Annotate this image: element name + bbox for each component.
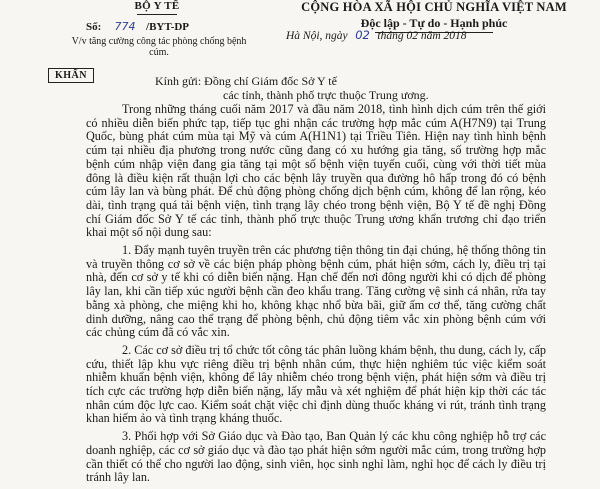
document-number-handwritten: 774 (114, 20, 136, 33)
date-day-handwritten: 02 (355, 28, 370, 42)
issuing-authority-block (72, 0, 242, 15)
recipient-block (155, 74, 429, 102)
nation-title: CỘNG HÒA XÃ HỘI CHỦ NGHĨA VIỆT NAM (301, 0, 567, 14)
divider (137, 14, 177, 15)
body-paragraph: 3. Phối hợp với Sở Giáo dục và Đào tạo, Ban Quản lý các khu công nghiệp hỗ trợ các doanh nghiệp, các cơ sở giáo dục và đào tạo phát hiện sớm người mắc cúm, trong trường hợp cần thiết có thể cho người lao động, sinh viên, học sinh nghỉ làm, nghỉ học để cách ly điều trị tránh lây lan. (86, 429, 546, 485)
document-number-suffix: /BYT-DP (146, 21, 190, 33)
issue-date (286, 28, 467, 42)
date-suffix: tháng 02 năm 2018 (377, 30, 467, 42)
organization-name: BỘ Y TẾ (134, 0, 180, 12)
body-paragraph: 1. Đẩy mạnh tuyên truyền trên các phương tiện thông tin đại chúng, hệ thống thông tin và truyền thông cơ sở về các biện pháp phòng bệnh cúm, phát hiện sớm, cách ly, điều trị tại nhà, đến cơ sở y tế khi có diễn biến nặng. Hạn chế đến nơi đông người khi có dịch để phòng lây lan, khi cần tiếp xúc người bệnh cần đeo khẩu trang. Tăng cường vệ sinh cá nhân, rửa tay bằng xà phòng, che miệng khi ho, không khạc nhổ bừa bãi, giữ ấm cơ thể, tăng cường chất dinh dưỡng, nâng cao thể trạng để phòng bệnh, chủ động tiêm vắc xin phòng bệnh cúm với các chủng cúm đã có vắc xin. (86, 243, 546, 340)
date-prefix: Hà Nội, ngày (286, 30, 348, 42)
body-paragraph: 2. Các cơ sở điều trị tổ chức tốt công tác phân luồng khám bệnh, thu dung, cách ly, cấp cứu, thiết lập khu vực riêng điều trị bệnh nhân cúm, thực hiện nghiêm túc việc kiểm soát nhiễm khuẩn bệnh viện, không để lây nhiễm chéo trong bệnh viện, phát hiện sớm và điều trị tích cực các trường hợp diễn biến nặng, lấy mẫu và xét nghiệm để phát hiện kịp thời các tác nhân cúm độc lực cao. Kiểm soát chặt việc chỉ định dùng thuốc kháng vi rút, tránh tình trạng khan hiếm ảo và tình trạng kháng thuốc. (86, 342, 546, 426)
document-body (86, 103, 546, 489)
national-motto: Độc lập - Tự do - Hạnh phúc (360, 16, 508, 30)
recipient-line-2: các tỉnh, thành phố trực thuộc Trung ương. (223, 88, 429, 102)
body-paragraph: Trong những tháng cuối năm 2017 và đầu năm 2018, tình hình dịch cúm trên thế giới có nhiều diễn biến phức tạp, tiếp tục ghi nhận các trường hợp mắc cúm A(H7N9) tại Trung Quốc, bùng phát cúm mùa tại Mỹ và cúm A(H1N1) tại Triều Tiên. Hiện nay tình hình bệnh cúm tại nhiều địa phương trong nước cũng đang có xu hướng gia tăng, số trường hợp mắc bệnh cúm nhập viện đang gia tăng tại một số bệnh viện tuyến cuối, cùng với thời tiết mùa đông là điều kiện rất thuận lợi cho các bệnh lây truyền qua đường hô hấp trong đó có bệnh cúm lây lan và bùng phát. Để chủ động phòng chống dịch bệnh cúm, không để lan rộng, kéo dài, tình trạng quá tải bệnh viện, tình trạng lây chéo trong bệnh viện, Bộ Y tế đề nghị Đồng chí Giám đốc Sở Y tế các tỉnh, thành phố trực thuộc Trung ương khẩn trương chỉ đạo triển khai một số nội dung sau: (86, 102, 546, 240)
urgent-stamp: KHẨN (48, 68, 94, 83)
document-number-prefix: Số: (86, 21, 102, 33)
document-subject: V/v tăng cường công tác phòng chống bệnh cúm. (71, 36, 247, 58)
document-number (86, 20, 189, 33)
recipient-line-1: Kính gửi: Đồng chí Giám đốc Sở Y tế (155, 74, 337, 88)
